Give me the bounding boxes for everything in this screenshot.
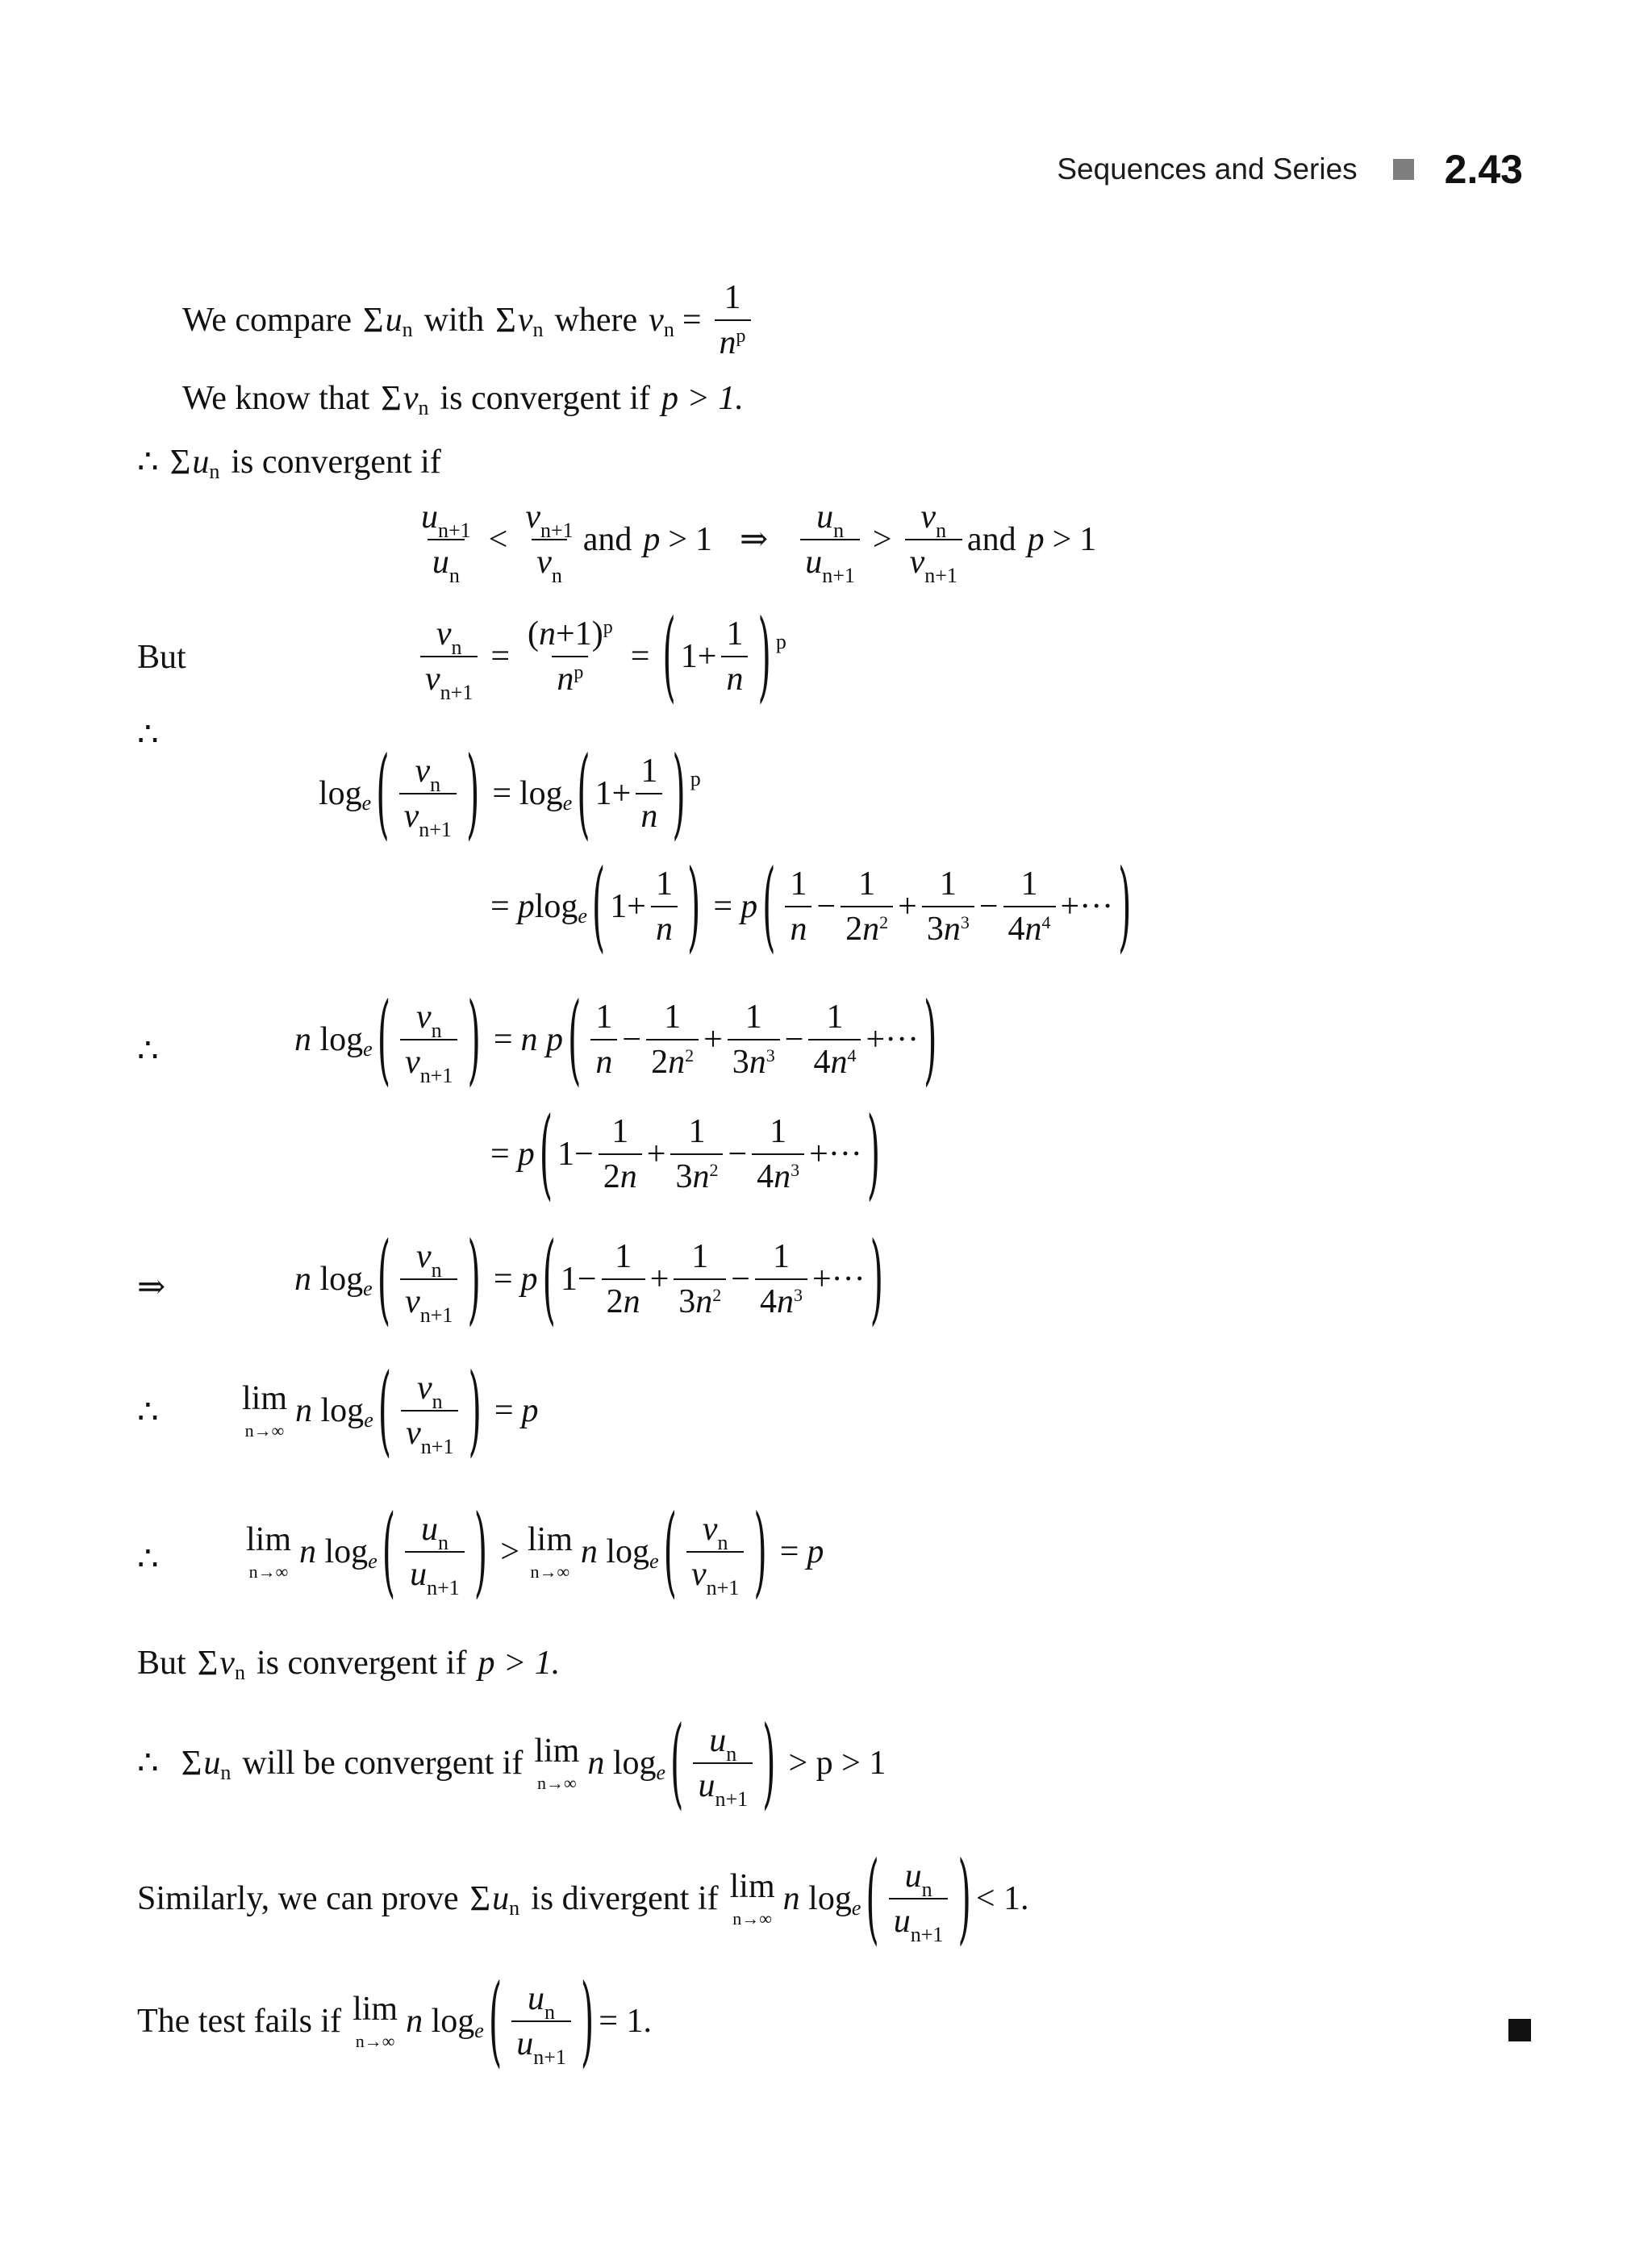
lim-sub-4: n→∞ <box>536 1773 577 1793</box>
is-convergent-text-3: is convergent if <box>256 1645 467 1682</box>
lim-sub-5: n→∞ <box>732 1908 772 1929</box>
divergence-line: Similarly, we can prove Σ u n is divergent if lim n→∞ n log e ( $\frac{u_n}{u_{n+1}}$ ) < 1. <box>137 1840 1029 1955</box>
implies-label: ⇒ <box>137 1269 166 1306</box>
but-label: But <box>137 639 186 676</box>
test-fails-line: The test fails if lim n→∞ n log e ( $\frac{u_n}{u_{n+1}}$ ) = 1. <box>137 1962 652 2078</box>
lim-text: lim <box>242 1380 288 1417</box>
lim-text-2: lim <box>246 1521 292 1558</box>
is-convergent-text-2: is convergent if <box>231 444 441 481</box>
therefore-label-1: ∴ <box>137 716 159 753</box>
lim-text-4: lim <box>534 1733 580 1770</box>
therefore-label-2: ∴ <box>137 1032 159 1070</box>
will-be-convergent-text: will be convergent if <box>242 1745 524 1782</box>
header-square-icon <box>1393 159 1414 180</box>
lim-sub: n→∞ <box>244 1420 285 1441</box>
log-equation: log e ( $\frac{v_n}{v_{n+1}}$ ) = log e ( 1+ $\frac{1}{n}$ ) p <box>319 735 701 850</box>
compare-line: We compare Σ u n with Σ v n where v n = $\frac{1}{n^p}$ <box>182 281 756 360</box>
section-title: Sequences and Series <box>1057 152 1358 186</box>
lim-sub-3: n→∞ <box>530 1562 570 1582</box>
therefore-symbol: ∴ <box>137 444 159 481</box>
therefore-symbol-2: ∴ <box>137 1745 159 1782</box>
gt-p-gt-1: > p > 1 <box>788 1745 886 1782</box>
therefore-label-4: ∴ <box>137 1541 159 1578</box>
simplified-series: = p ( 1− $\frac{1}{2n}$ + $\frac{1}{3n^2}$ − $\frac{1}{4n^3}$ +··· ) <box>490 1095 881 1211</box>
lt-1: < 1. <box>975 1880 1029 1917</box>
limit-comparison: lim n→∞ n log e ( $\frac{u_n}{u_{n+1}}$ ) > lim n→∞ n log e ( $\frac{v_n}{v_{n+1}}$ ) = p <box>246 1493 824 1608</box>
lim-text-5: lim <box>729 1868 775 1905</box>
know-line: We know that Σ v n is convergent if p > 1. <box>182 378 744 419</box>
compare-text: We compare <box>182 302 352 339</box>
therefore-label-3: ∴ <box>137 1394 159 1431</box>
with-text: with <box>423 302 485 339</box>
p-gt-1-text: p > 1. <box>661 380 744 417</box>
but-text: But <box>137 1645 186 1682</box>
n-log-equation: n log e ( $\frac{v_n}{v_{n+1}}$ ) = n p ( $\frac{1}{n}$ − $\frac{1}{2n^2}$ + $\frac{1}{3n^3}$ − $\frac{1}{4n^4}$ +··· ) <box>294 981 937 1096</box>
vn-ratio-equation: $\frac{v_n}{v_{n+1}}$ = $\frac{(n+1)^p}{n^p}$ = ( 1+ $\frac{1}{n}$ ) p <box>415 617 786 696</box>
lim-sub-2: n→∞ <box>248 1562 289 1582</box>
limit-equals-p: lim n→∞ n log e ( $\frac{v_n}{v_{n+1}}$ ) = p <box>242 1352 539 1467</box>
but-convergent-line: But Σ v n is convergent if p > 1. <box>137 1643 561 1684</box>
p-gt-1-text-2: p > 1. <box>478 1645 561 1682</box>
running-header <box>1057 144 1523 195</box>
lim-text-6: lim <box>353 1991 398 2028</box>
and-text: and <box>582 521 632 558</box>
log-series-expansion: = p log e ( 1+ $\frac{1}{n}$ ) = p ( $\frac{1}{n}$ − $\frac{1}{2n^2}$ + $\frac{1}{3n^3}$ − $\frac{1}{4n^4}$ +··· ) <box>490 848 1132 963</box>
therefore-convergent-line: ∴ Σ u n is convergent if <box>137 442 441 483</box>
lim-text-3: lim <box>527 1521 573 1558</box>
similarly-text: Similarly, we can prove <box>137 1880 459 1917</box>
lim-sub-6: n→∞ <box>355 2031 395 2051</box>
know-text: We know that <box>182 380 370 417</box>
is-divergent-text: is divergent if <box>531 1880 719 1917</box>
ratio-inequality: $\frac{u_{n+1}}{u_n}$ < $\frac{v_{n+1}}{v_n}$ and p > 1 ⇒ $\frac{u_n}{u_{n+1}}$ > $\frac{v_n}{v_{n+1}}$ and p > 1 <box>421 498 1097 587</box>
end-of-proof-icon <box>1508 2019 1531 2041</box>
page-number: 2.43 <box>1444 147 1523 192</box>
test-fails-text: The test fails if <box>137 2003 342 2040</box>
and-text-2: and <box>966 521 1016 558</box>
n-log-simplified: n log e ( $\frac{v_n}{v_{n+1}}$ ) = p ( 1− $\frac{1}{2n}$ + $\frac{1}{3n^2}$ − $\frac{1}{4n^3}$ +··· ) <box>294 1220 884 1336</box>
is-convergent-text: is convergent if <box>440 380 650 417</box>
eq-1: = 1. <box>599 2003 652 2040</box>
where-text: where <box>554 302 638 339</box>
convergence-conclusion: ∴ Σ u n will be convergent if lim n→∞ n log e ( $\frac{u_n}{u_{n+1}}$ ) > p > 1 <box>137 1704 886 1820</box>
